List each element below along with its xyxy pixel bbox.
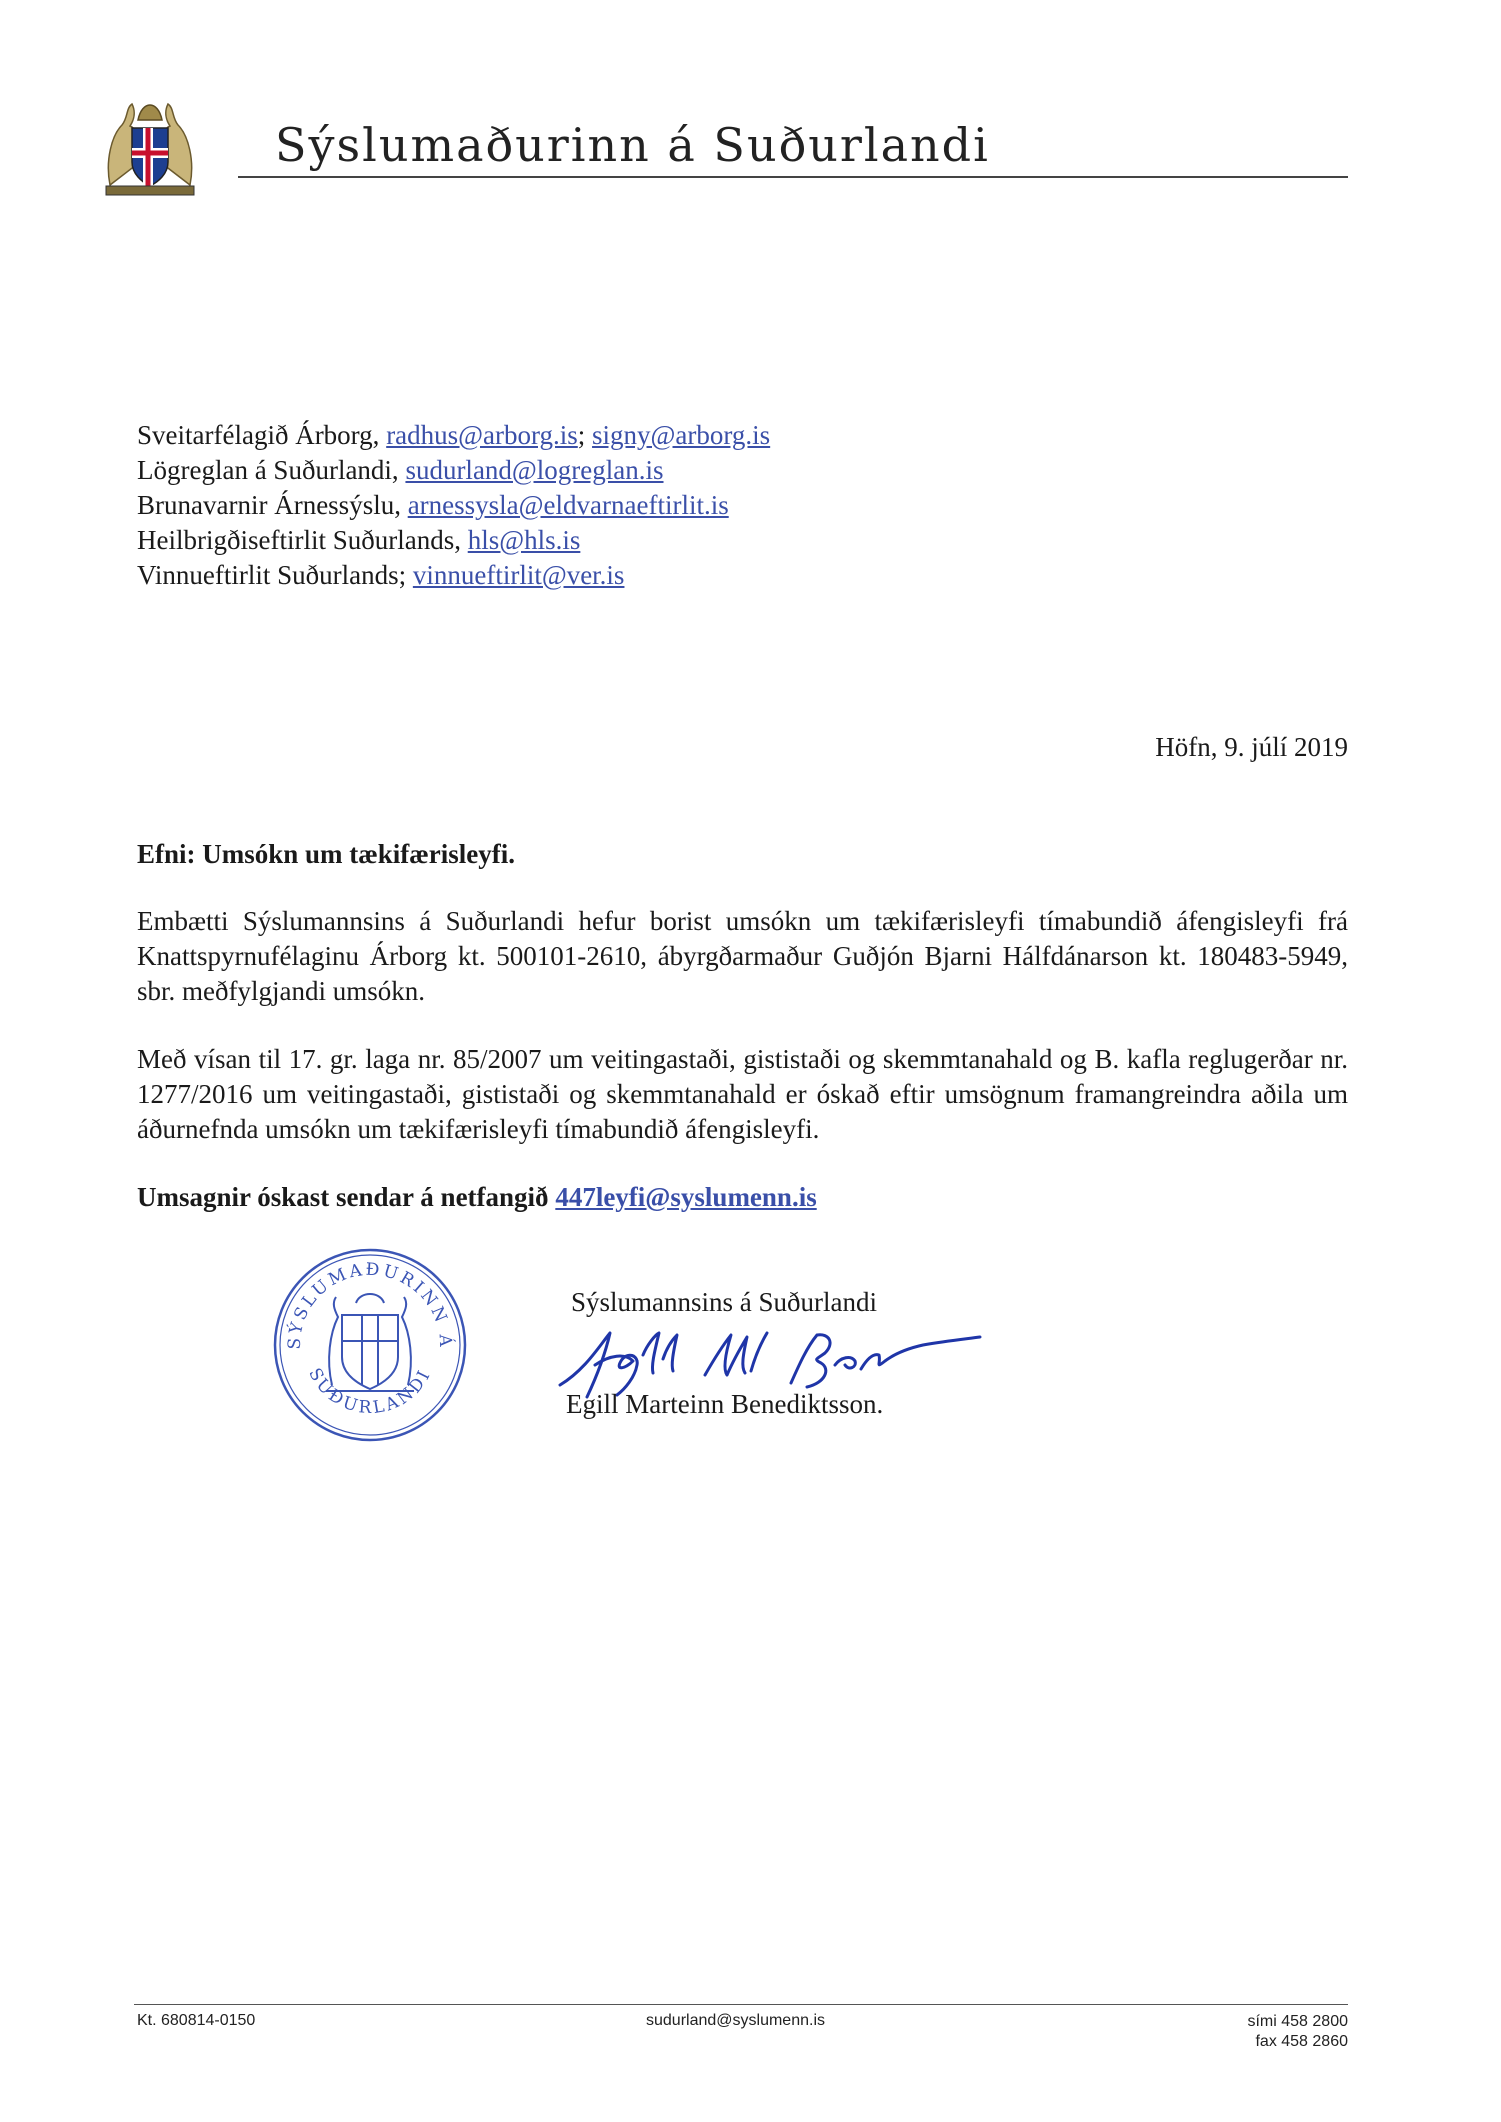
email-link[interactable]: arnessysla@eldvarnaeftirlit.is	[407, 490, 729, 520]
recipient-line	[137, 523, 770, 558]
recipient-org: Vinnueftirlit Suðurlands;	[137, 560, 407, 590]
footer-contact	[1247, 2012, 1348, 2052]
body-paragraph: Embætti Sýslumannsins á Suðurlandi hefur borist umsókn um tækifærisleyfi tímabundið áfengisleyfi frá Knattspyrnufélaginu Árborg kt. 500101-2610, ábyrgðarmaður Guðjón Bjarni Hálfdánarson kt. 180483-5949, sbr. meðfylgjandi umsókn.	[137, 906, 1348, 1006]
email-link[interactable]: signy@arborg.is	[592, 420, 771, 450]
recipient-line	[137, 453, 770, 488]
letter-body	[137, 904, 1348, 1248]
recipient-line	[137, 418, 770, 453]
recipient-org: Heilbrigðiseftirlit Suðurlands,	[137, 525, 461, 555]
recipient-line	[137, 488, 770, 523]
recipient-org: Lögreglan á Suðurlandi,	[137, 455, 399, 485]
email-link[interactable]: hls@hls.is	[467, 525, 581, 555]
recipient-org: Sveitarfélagið Árborg,	[137, 420, 380, 450]
footer-fax-number: fax 458 2860	[1255, 2033, 1348, 2050]
reply-label: Umsagnir óskast sendar á netfangið	[137, 1182, 549, 1212]
email-link[interactable]: vinnueftirlit@ver.is	[412, 560, 625, 590]
official-seal	[270, 1245, 470, 1445]
recipient-list	[137, 418, 770, 593]
email-link[interactable]: radhus@arborg.is	[386, 420, 578, 450]
email-link[interactable]: sudurland@logreglan.is	[405, 455, 664, 485]
footer-rule	[134, 2004, 1348, 2005]
footer-phone-number: sími 458 2800	[1247, 2013, 1348, 2030]
recipient-org: Brunavarnir Árnessýslu,	[137, 490, 401, 520]
reply-instruction	[137, 1180, 1348, 1215]
letter-subject: Efni: Umsókn um tækifærisleyfi.	[137, 839, 516, 869]
seal-text-bottom: SUÐURLANDI	[304, 1364, 436, 1419]
recipient-line	[137, 558, 770, 593]
signature-office: Sýslumannsins á Suðurlandi	[571, 1287, 878, 1317]
letter-date: Höfn, 9. júlí 2019	[1155, 732, 1348, 762]
footer-email[interactable]: sudurland@syslumenn.is	[646, 2012, 825, 2029]
header-rule	[238, 176, 1348, 178]
reply-email-link[interactable]: 447leyfi@syslumenn.is	[555, 1182, 817, 1212]
coat-of-arms-icon	[100, 90, 200, 200]
office-title: Sýslumaðurinn á Suðurlandi	[275, 118, 990, 172]
body-paragraph: Með vísan til 17. gr. laga nr. 85/2007 um veitingastaði, gististaði og skemmtanahald og B. kafla reglugerðar nr. 1277/2016 um veitingastaði, gististaði og skemmtanahald er óskað eftir umsögnum framangreindra aðila um áðurnefnda umsókn um tækifærisleyfi tímabundið áfengisleyfi.	[137, 1044, 1348, 1144]
footer-company-id: Kt. 680814-0150	[137, 2012, 256, 2029]
seal-text-top: SÝSLUMAÐURINN Á	[284, 1259, 456, 1350]
signatory-name: Egill Marteinn Benediktsson.	[566, 1389, 884, 1419]
email-separator: ;	[577, 420, 593, 450]
